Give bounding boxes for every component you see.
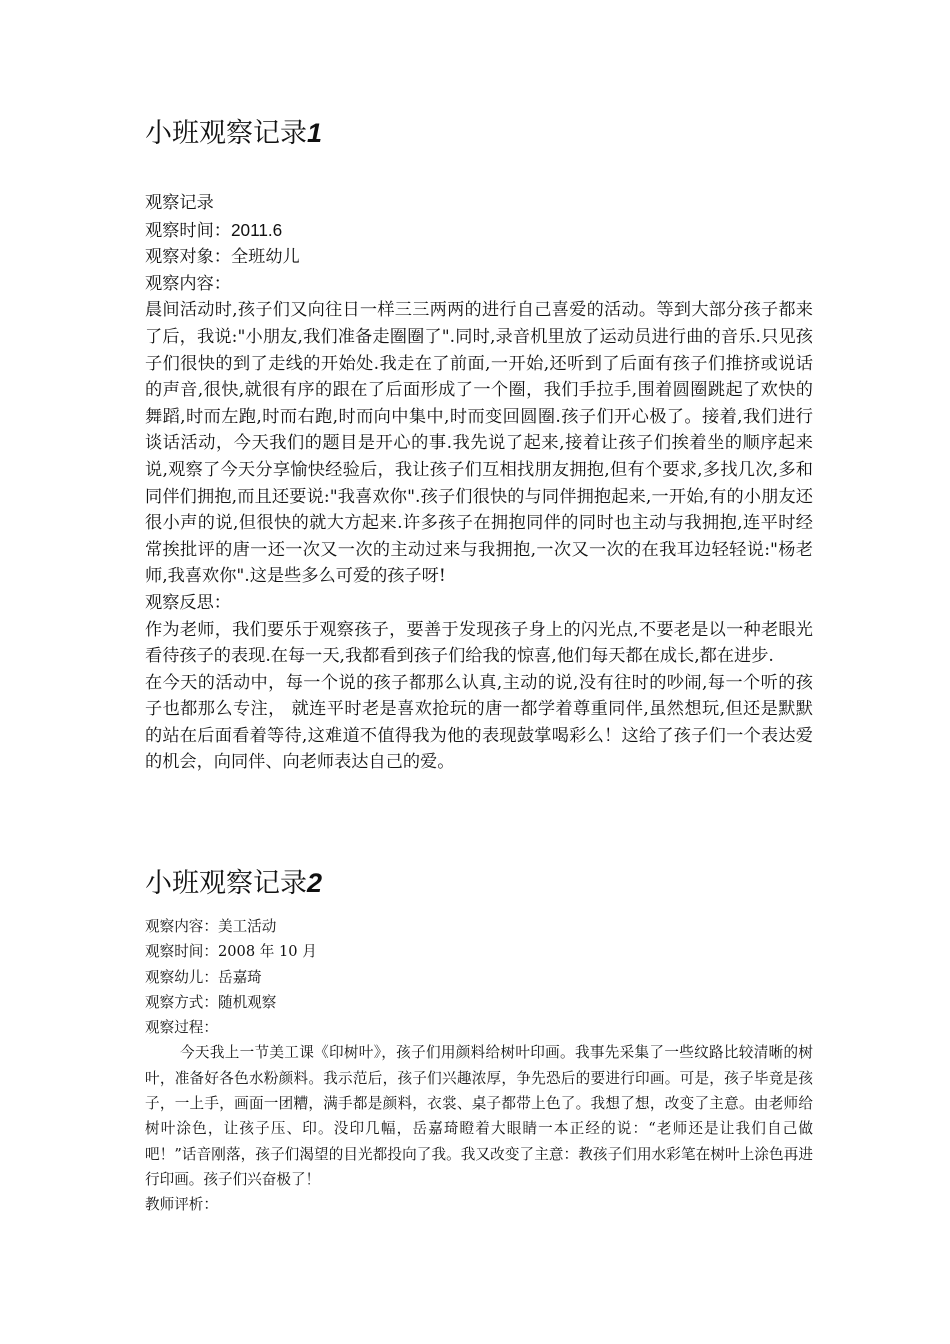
- record-1-title: [145, 116, 322, 151]
- record-1-time: [145, 217, 813, 245]
- record-2-content: 观察内容：美工活动: [145, 918, 277, 935]
- record-2-process: 今天我上一节美工课《印树叶》，孩子们用颜料给树叶印画。我事先采集了一些纹路比较清晰的树叶，准备好各色水粉颜料。我示范后，孩子们兴趣浓厚，争先恐后的要进行印画。可是，孩子毕竟是孩子，一上手，画面一团糟，满手都是颜料，衣裳、桌子都带上色了。我想了想，改变了主意。由老师给树叶涂色，让孩子压、印。没印几幅，岳嘉琦瞪着大眼睛一本正经的说：“老师还是让我们自己做吧！”话音刚落，孩子们渴望的目光都投向了我。我又改变了主意：教孩子们用水彩笔在树叶上涂色再进行印画。孩子们兴奋极了！: [145, 1044, 813, 1188]
- record-1-subject: 观察对象：全班幼儿: [145, 247, 300, 268]
- record-2-title-number: 2: [307, 868, 323, 898]
- record-2-process-label: 观察过程：: [145, 1019, 218, 1037]
- record-1-reflection-paragraph-2: 在今天的活动中，每一个说的孩子都那么认真,主动的说,没有往时的吵闹,每一个听的孩子也都那么专注， 就连平时老是喜欢抢玩的唐一都学着尊重同伴,虽然想玩,但还是默默的站在后面看着等待,这难道不值得我为他的表现鼓掌喝彩么！这给了孩子们一个表达爱的机会，向同伴、向老师表达自己的爱。: [145, 672, 813, 773]
- record-2-child: 观察幼儿：岳嘉琦: [145, 968, 262, 986]
- record-1-time-value: 2011.6: [230, 219, 283, 240]
- record-1-time-label: 观察时间：: [145, 220, 231, 241]
- record-1-reflection-paragraph-1: 作为老师，我们要乐于观察孩子，要善于发现孩子身上的闪光点,不要老是以一种老眼光看待孩子的表现.在每一天,我都看到孩子们给我的惊喜,他们每天都在成长,都在进步.: [145, 619, 813, 667]
- record-1-title-text: 小班观察记录: [145, 118, 307, 149]
- record-1-reflection-label: 观察反思：: [145, 592, 231, 613]
- record-1-title-number: 1: [307, 118, 323, 148]
- record-2-method: 观察方式：随机观察: [145, 993, 277, 1011]
- record-1-heading: 观察记录: [145, 193, 214, 213]
- record-1-content-label: 观察内容：: [145, 273, 231, 294]
- record-2-title-text: 小班观察记录: [145, 868, 307, 899]
- record-1-section: [145, 190, 813, 776]
- record-1-content: 晨间活动时,孩子们又向往日一样三三两两的进行自己喜爱的活动。等到大部分孩子都来了后，我说:"小朋友,我们准备走圈圈了".同时,录音机里放了运动员进行曲的音乐.只见孩子们很快的到了走线的开始处.我走在了前面,一开始,还听到了后面有孩子们推挤或说话的声音,很快,就很有序的跟在了后面形成了一个圈，我们手拉手,围着圆圈跳起了欢快的舞蹈,时而左跑,时而右跑,时而向中集中,时而变回圆圈.孩子们开心极了。接着,我们进行谈话活动，今天我们的题目是开心的事.我先说了起来,接着让孩子们挨着坐的顺序起来说,观察了今天分享愉快经验后，我让孩子们互相找朋友拥抱,但有个要求,多找几次,多和同伴们拥抱,而且还要说:"我喜欢你".孩子们很快的与同伴拥抱起来,一开始,有的小朋友还很小声的说,但很快的就大方起来.许多孩子在拥抱同伴的同时也主动与我拥抱,连平时经常挨批评的唐一还一次又一次的主动过来与我拥抱,一次又一次的在我耳边轻轻说:"杨老师,我喜欢你".这是些多么可爱的孩子呀!: [145, 300, 813, 587]
- record-2-time: 观察时间：2008 年 10 月: [145, 943, 317, 961]
- record-2-comment-label: 教师评析：: [145, 1196, 218, 1214]
- record-2-title: [145, 866, 322, 901]
- record-2-section: [145, 914, 813, 1218]
